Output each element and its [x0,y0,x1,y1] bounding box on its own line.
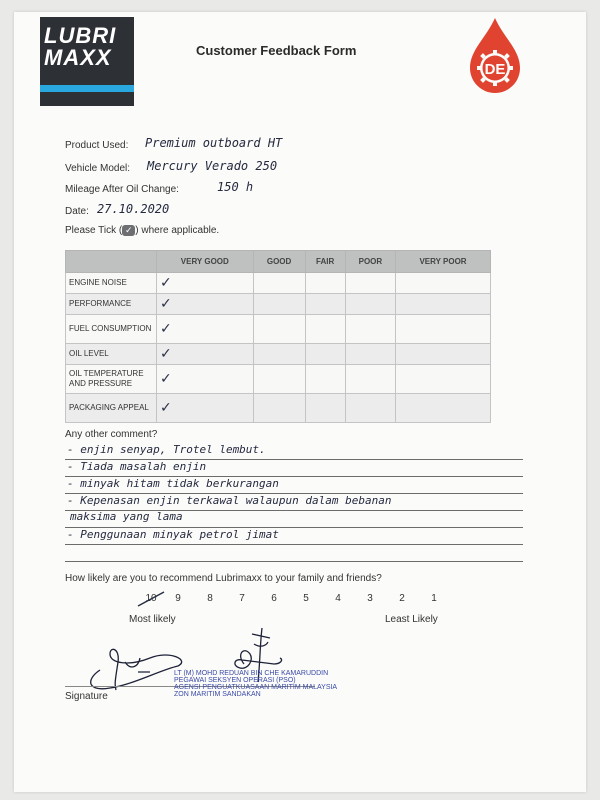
comment-rule [65,544,523,545]
rating-cell-fair[interactable] [305,344,345,365]
logo-line1: LUBRI [44,23,117,48]
field-product-used [65,136,283,151]
field-mileage [65,180,254,195]
rating-cell-poor[interactable] [345,294,395,315]
row-label: FUEL CONSUMPTION [66,315,157,344]
rating-cell-fair[interactable] [305,315,345,344]
rating-cell-fair[interactable] [305,365,345,394]
header-very-poor: VERY POOR [396,251,491,273]
scale-7[interactable]: 7 [239,593,245,604]
row-label: ENGINE NOISE [66,273,157,294]
scale-2[interactable]: 2 [399,593,405,604]
rating-table [65,250,491,423]
form-title: Customer Feedback Form [196,43,357,58]
rating-cell-good[interactable] [253,365,305,394]
field-value: 27.10.2020 [97,202,170,216]
de-badge-icon [460,16,530,96]
rating-cell-poor[interactable] [345,394,395,423]
scale-4[interactable]: 4 [335,593,341,604]
comment-line-text: - minyak hitam tidak berkurangan [67,477,279,490]
field-date [65,202,170,217]
rating-cell-very-good[interactable]: ✓ [157,294,254,315]
rating-cell-very-poor[interactable] [396,294,491,315]
table-row [66,315,491,344]
tick-instruction-before: Please Tick ( [65,225,123,237]
stamp-line: PEGAWAI SEKSYEN OPERASI (PSO) [174,677,296,684]
rating-cell-good[interactable] [253,294,305,315]
signature-label: Signature [65,691,108,702]
table-row [66,344,491,365]
rating-cell-fair[interactable] [305,394,345,423]
comment-line-text: - Tiada masalah enjin [67,460,207,473]
field-label: Product Used: [65,140,129,151]
lubrimaxx-logo [40,17,134,106]
tick-instruction-after: ) where applicable. [135,225,220,237]
field-value: Premium outboard HT [145,136,283,150]
row-label: OIL LEVEL [66,344,157,365]
rating-cell-fair[interactable] [305,273,345,294]
field-value: Mercury Verado 250 [147,159,278,173]
header-poor: POOR [345,251,395,273]
scale-8[interactable]: 8 [207,593,213,604]
comment-line-text: - Penggunaan minyak petrol jimat [67,528,279,541]
scale-6[interactable]: 6 [271,593,277,604]
rating-header-row [66,251,491,273]
logo-text [44,25,132,69]
row-label: OIL TEMPERATURE AND PRESSURE [66,365,157,394]
badge-text: DE [484,61,506,78]
comment-rule [65,561,523,562]
header-blank [66,251,157,273]
scale-10[interactable]: 10 [145,593,157,604]
rating-cell-poor[interactable] [345,273,395,294]
rating-cell-good[interactable] [253,394,305,423]
rating-cell-good[interactable] [253,273,305,294]
table-row [66,394,491,423]
recommend-question: How likely are you to recommend Lubrimaxx to your family and friends? [65,573,382,584]
field-vehicle-model [65,159,278,174]
rating-cell-very-poor[interactable] [396,394,491,423]
scale-9[interactable]: 9 [175,593,181,604]
checkmark-icon: ✓ [122,225,135,236]
table-row [66,365,491,394]
rating-cell-good[interactable] [253,344,305,365]
rating-cell-very-poor[interactable] [396,344,491,365]
rating-cell-very-good[interactable]: ✓ [157,315,254,344]
rating-cell-very-good[interactable]: ✓ [157,344,254,365]
rating-cell-very-good[interactable]: ✓ [157,365,254,394]
scale-5[interactable]: 5 [303,593,309,604]
comment-label: Any other comment? [65,429,158,440]
table-row [66,273,491,294]
header-very-good: VERY GOOD [157,251,254,273]
rating-cell-good[interactable] [253,315,305,344]
scale-1[interactable]: 1 [431,593,437,604]
field-value: 150 h [217,180,254,194]
rating-cell-fair[interactable] [305,294,345,315]
logo-line2: MAXX [44,45,112,70]
stamp-line: LT (M) MOHD REDUAN BIN CHE KAMARUDDIN [174,670,329,677]
most-likely-label: Most likely [129,614,176,625]
header-good: GOOD [253,251,305,273]
row-label: PERFORMANCE [66,294,157,315]
rating-cell-poor[interactable] [345,344,395,365]
logo-stripe [40,85,134,92]
stamp-line: AGENSI PENGUATKUASAAN MARITIM MALAYSIA [174,684,338,691]
field-label: Vehicle Model: [65,163,131,174]
rating-cell-very-good[interactable]: ✓ [157,273,254,294]
rating-cell-very-poor[interactable] [396,273,491,294]
row-label: PACKAGING APPEAL [66,394,157,423]
selected-slash-mark [136,590,166,608]
stamp-line: ZON MARITIM SANDAKAN [174,691,261,698]
field-label: Mileage After Oil Change: [65,184,179,195]
field-label: Date: [65,206,89,217]
table-row [66,294,491,315]
rating-cell-very-good[interactable]: ✓ [157,394,254,423]
comment-line-text: maksima yang lama [70,510,183,523]
rating-cell-very-poor[interactable] [396,365,491,394]
rating-cell-very-poor[interactable] [396,315,491,344]
rating-cell-poor[interactable] [345,365,395,394]
official-stamp [174,670,337,698]
tick-instruction [65,225,219,236]
comment-line-text: - enjin senyap, Trotel lembut. [67,443,266,456]
comment-line-text: - Kepenasan enjin terkawal walaupun dalam bebanan [67,494,392,507]
least-likely-label: Least Likely [385,614,438,625]
rating-cell-poor[interactable] [345,315,395,344]
scale-3[interactable]: 3 [367,593,373,604]
header-fair: FAIR [305,251,345,273]
